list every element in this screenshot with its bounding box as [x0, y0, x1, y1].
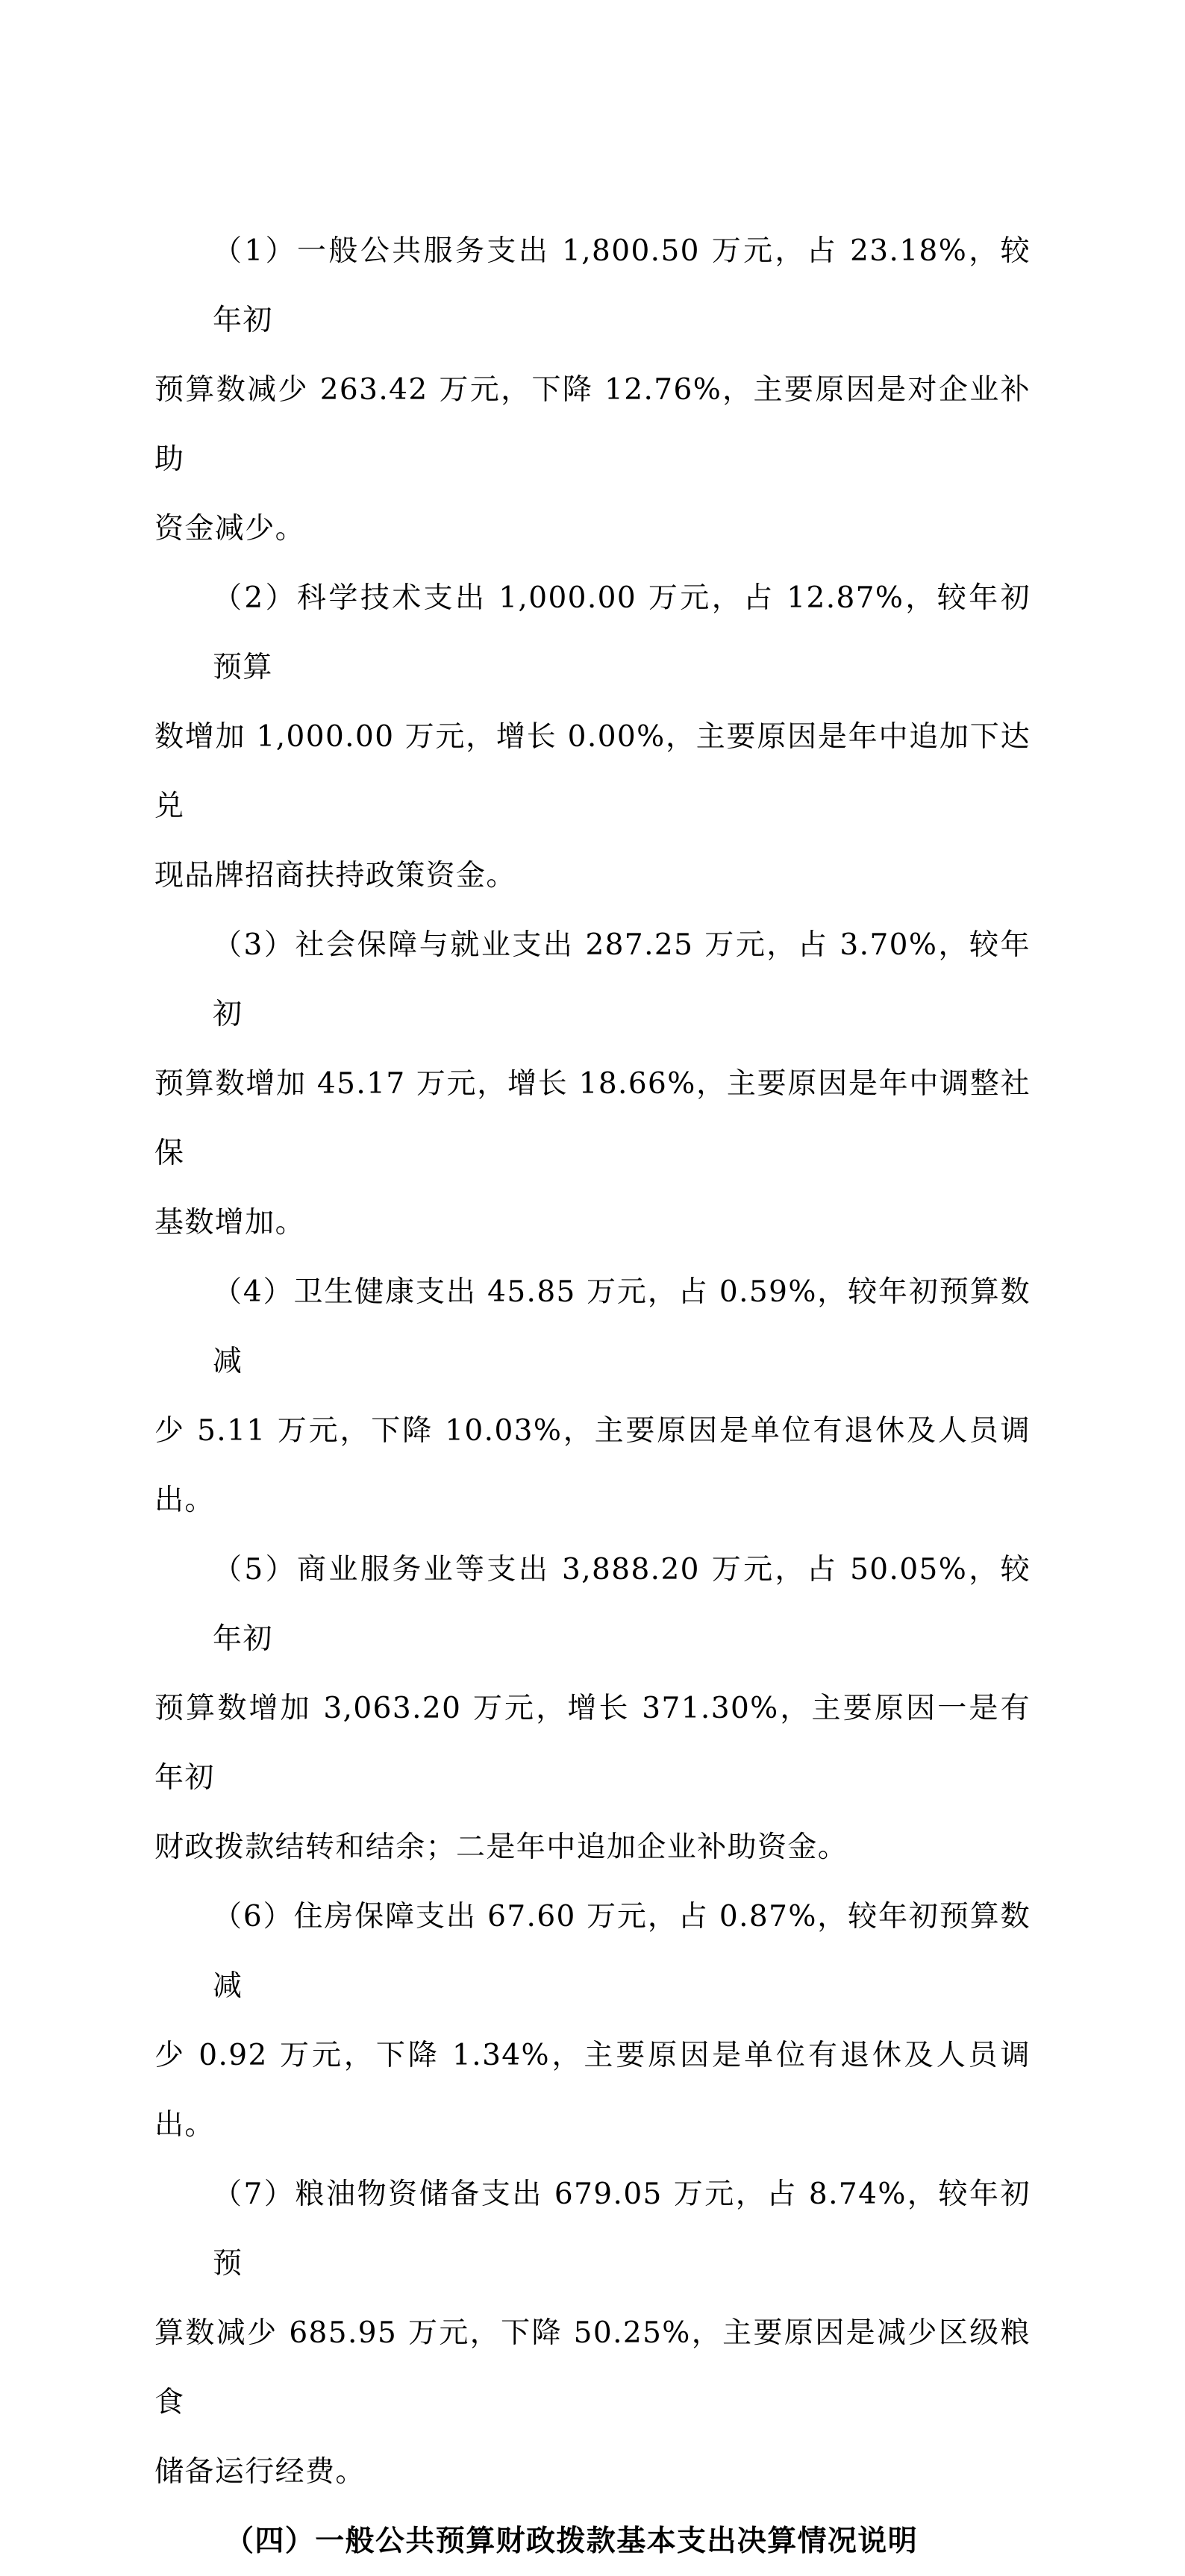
paragraph-line: 预算数减少 263.42 万元，下降 12.76%，主要原因是对企业补助 [154, 373, 1031, 476]
paragraph-line: 数增加 1,000.00 万元，增长 0.00%，主要原因是年中追加下达兑 [154, 720, 1031, 823]
document-body [154, 216, 1031, 2576]
paragraph-line: 少 5.11 万元，下降 10.03%，主要原因是单位有退休及人员调出。 [154, 1414, 1031, 1517]
paragraph-line: 算数减少 685.95 万元，下降 50.25%，主要原因是减少区级粮食 [154, 2316, 1031, 2419]
paragraph-line: 预算数增加 3,063.20 万元，增长 371.30%，主要原因一是有年初 [154, 1692, 1031, 1795]
paragraph-line: （6）住房保障支出 67.60 万元，占 0.87%，较年初预算数减 [213, 1900, 1031, 2003]
paragraph-line: 资金减少。 [154, 512, 306, 545]
paragraph-line: （1）一般公共服务支出 1,800.50 万元，占 23.18%，较年初 [213, 234, 1031, 337]
paragraph-line: 储备运行经费。 [154, 2455, 366, 2489]
paragraph-line: （3）社会保障与就业支出 287.25 万元，占 3.70%，较年初 [213, 928, 1031, 1031]
paragraph-grain-oil-reserves [154, 2160, 1031, 2507]
paragraph-line: （5）商业服务业等支出 3,888.20 万元，占 50.05%，较年初 [213, 1553, 1031, 1656]
paragraph-line: 财政拨款结转和结余；二是年中追加企业补助资金。 [154, 1831, 848, 1864]
paragraph-general-public-services [154, 216, 1031, 563]
paragraph-social-security [154, 910, 1031, 1257]
paragraph-line: （4）卫生健康支出 45.85 万元，占 0.59%，较年初预算数减 [213, 1275, 1031, 1378]
paragraph-line: 预算数增加 45.17 万元，增长 18.66%，主要原因是年中调整社保 [154, 1067, 1031, 1170]
paragraph-line: 现品牌招商扶持政策资金。 [154, 859, 516, 892]
paragraph-line: （7）粮油物资储备支出 679.05 万元，占 8.74%，较年初预 [213, 2178, 1031, 2280]
paragraph-line: （2）科学技术支出 1,000.00 万元，占 12.87%，较年初预算 [213, 581, 1031, 684]
paragraph-science-technology [154, 563, 1031, 910]
paragraph-commerce-services [154, 1535, 1031, 1882]
paragraph-line: 少 0.92 万元，下降 1.34%，主要原因是单位有退休及人员调出。 [154, 2039, 1031, 2142]
paragraph-housing-security [154, 1882, 1031, 2160]
section-heading: （四）一般公共预算财政拨款基本支出决算情况说明 [225, 2525, 919, 2558]
paragraph-line: 基数增加。 [154, 1206, 306, 1239]
paragraph-health [154, 1257, 1031, 1535]
